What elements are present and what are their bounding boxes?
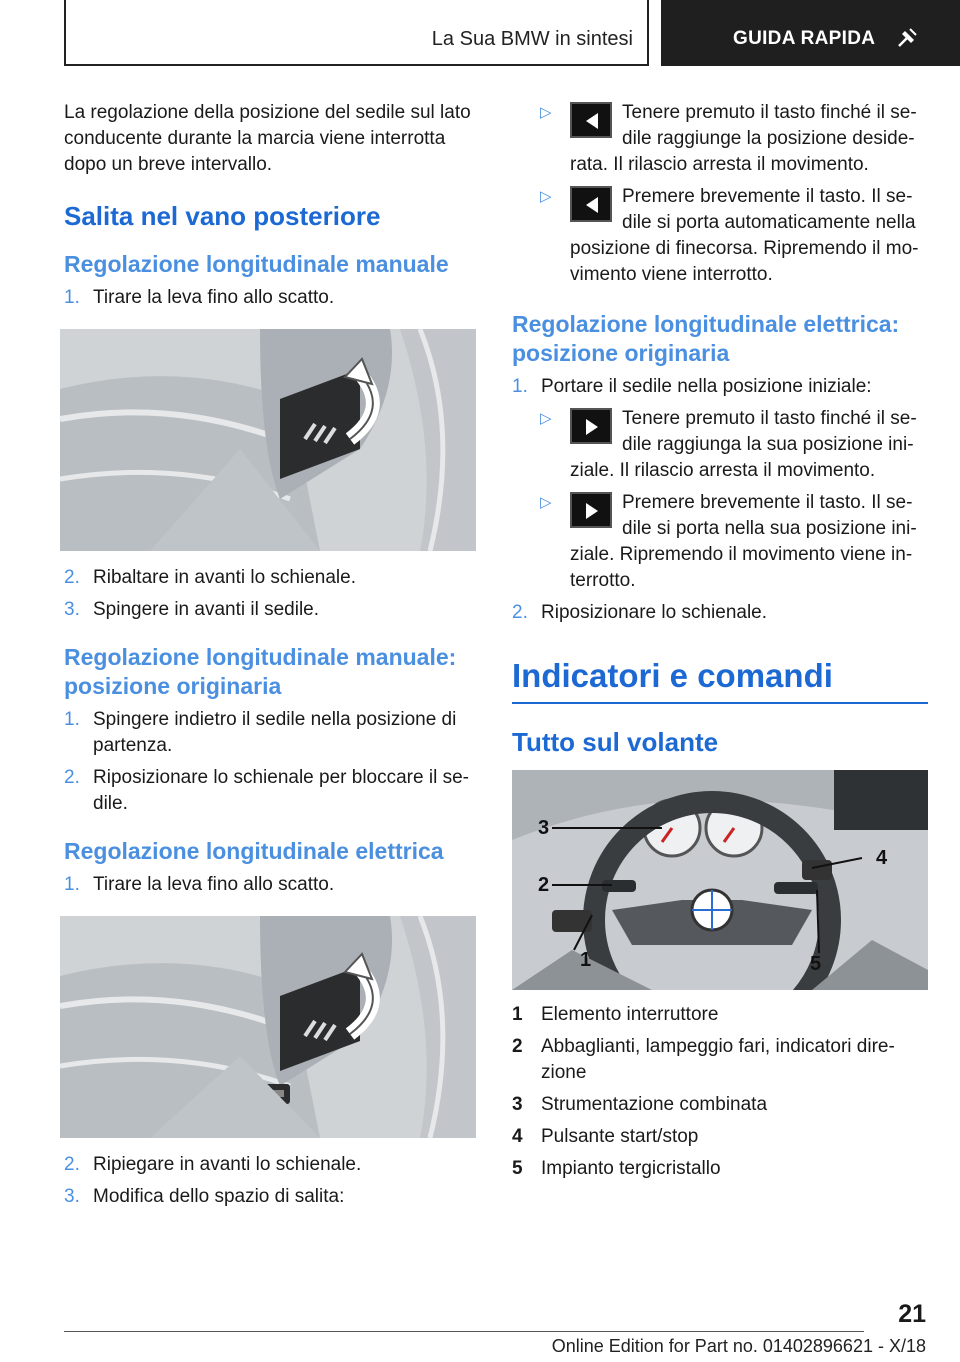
seat-lever-button-illustration (60, 916, 476, 1138)
callout-label: 2 (538, 874, 550, 896)
heading-electric: Regolazione longitudinale elettrica (64, 838, 444, 864)
seat-lever-illustration (60, 329, 476, 551)
callout-label: 4 (876, 847, 888, 869)
quick-guide-icon (895, 26, 919, 50)
bullet-item: ▷ Tenere premuto il tasto finché il sedile raggiunge la posizione desiderata. Il rilascio arresta il movimento. (540, 102, 917, 175)
callout-label: 5 (810, 953, 822, 975)
heading-indicatori: Indicatori e comandi (512, 657, 833, 694)
callout-label: 1 (580, 949, 592, 971)
bullet-triangle-icon: ▷ (540, 410, 552, 427)
bullet-item: ▷ Tenere premuto il tasto finché il sedile raggiunga la sua posizione iniziale. Il rilascio arresta il movimento. (540, 408, 917, 481)
bullet-triangle-icon: ▷ (540, 188, 552, 205)
guide-tab (661, 0, 960, 66)
left-column (64, 100, 476, 1210)
intro-paragraph: La regolazione della posizione del sedile sul lato conducente durante la marcia viene interrotta dopo un breve intervallo. (64, 102, 471, 175)
header-frame (64, 0, 649, 66)
footer-edition: Online Edition for Part no. 01402896621 - X/18 (551, 1336, 926, 1356)
arrow-right-icon (570, 408, 612, 444)
heading-rule (512, 702, 928, 704)
step-item: 3. Spingere in avanti il sedile. (64, 599, 320, 620)
legend-item: 1 Elemento interruttore (512, 1004, 719, 1025)
right-column (512, 100, 928, 1182)
seat-lever-button-photo (60, 916, 476, 1138)
step-item: 2. Ribaltare in avanti lo schienale. (64, 567, 356, 588)
seat-lever-photo (60, 329, 476, 551)
callout-label: 3 (538, 817, 550, 839)
bullet-triangle-icon: ▷ (540, 104, 552, 121)
arrow-left-icon (570, 186, 612, 222)
step-item: 1. Spingere indietro il sedile nella posizione di partenza. (64, 709, 457, 756)
steering-wheel-illustration (512, 770, 928, 990)
step-item: 2. Ripiegare in avanti lo schienale. (64, 1154, 362, 1175)
legend-item: 4 Pulsante start/stop (512, 1126, 699, 1147)
step-item: 3. Modifica dello spazio di salita: (64, 1186, 345, 1207)
step-item: 2. Riposizionare lo schienale per bloccare il sedile. (64, 767, 469, 814)
arrow-right-icon (570, 492, 612, 528)
steering-wheel-photo (512, 770, 928, 990)
heading-manual: Regolazione longitudinale manuale (64, 251, 449, 277)
step-item: 1. Portare il sedile nella posizione iniziale: (512, 376, 872, 397)
step-item: 1. Tirare la leva fino allo scatto. (64, 874, 335, 895)
bullet-item: ▷ Premere brevemente il tasto. Il sedile si porta nella sua posizione iniziale. Ripremendo il movimento viene interrotto. (540, 492, 917, 591)
heading-salita: Salita nel vano posteriore (64, 201, 381, 231)
legend-item: 2 Abbaglianti, lampeggio fari, indicatori direzione (512, 1036, 895, 1083)
heading-manual-original: Regolazione longitudinale manuale: posizione originaria (64, 644, 457, 699)
step-item: 1. Tirare la leva fino allo scatto. (64, 287, 335, 308)
bullet-item: ▷ Premere brevemente il tasto. Il sedile si porta automaticamente nella posizione di finecorsa. Ripremendo il movimento viene interrotto. (540, 186, 919, 285)
heading-electric-original: Regolazione longitudinale elettrica: posizione originaria (512, 311, 900, 366)
legend-item: 3 Strumentazione combinata (512, 1094, 768, 1115)
section-title: La Sua BMW in sintesi (431, 28, 633, 50)
heading-volante: Tutto sul volante (512, 727, 719, 757)
step-item: 2. Riposizionare lo schienale. (512, 602, 768, 623)
footer-rule (64, 1331, 864, 1332)
bullet-triangle-icon: ▷ (540, 494, 552, 511)
legend-item: 5 Impianto tergicristallo (512, 1158, 721, 1179)
guide-label: GUIDA RAPIDA (733, 28, 876, 49)
page-number: 21 (898, 1300, 926, 1328)
arrow-left-icon (570, 102, 612, 138)
